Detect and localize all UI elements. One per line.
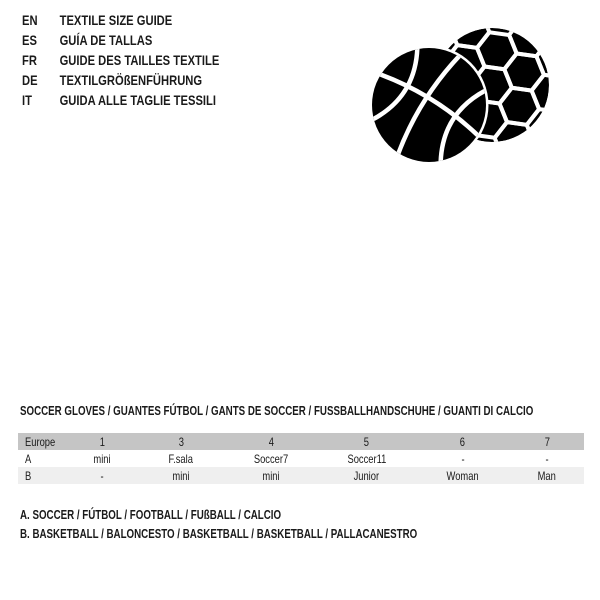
table-row-a — [18, 450, 584, 467]
language-code: ES — [22, 32, 37, 48]
table-header-row — [18, 433, 584, 450]
header-cell-size: 5 — [318, 433, 415, 450]
header-cell-region: Europe — [18, 433, 66, 450]
header-cell-size: 4 — [224, 433, 318, 450]
language-label: TEXTILE SIZE GUIDE — [59, 12, 173, 28]
language-code: EN — [22, 12, 38, 28]
table-title: SOCCER GLOVES / GUANTES FÚTBOL / GANTS DE SOCCER / FUSSBALLHANDSCHUHE / GUANTI DI CALCIO — [20, 403, 534, 418]
size-cell: Woman — [415, 467, 510, 484]
language-label: TEXTILGRÖßENFÜHRUNG — [59, 72, 203, 88]
row-label-cell: B — [18, 467, 66, 484]
row-label-cell: A — [25, 451, 32, 466]
header-cell-size: 3 — [138, 433, 224, 450]
language-list — [22, 10, 269, 110]
size-cell: Man — [510, 467, 584, 484]
size-table — [18, 433, 584, 484]
language-label: GUÍA DE TALLAS — [59, 32, 153, 48]
language-row-en — [22, 10, 219, 30]
footnote-b: B. BASKETBALL / BALONCESTO / BASKETBALL / BASKETBALL / PALLACANESTRO — [20, 526, 418, 541]
size-cell: - — [545, 451, 549, 466]
language-row-it — [22, 90, 219, 110]
header-cell-size: 1 — [66, 433, 138, 450]
language-code: DE — [22, 72, 38, 88]
header-cell-size: 7 — [510, 433, 584, 450]
language-code: IT — [22, 92, 32, 108]
language-row-fr — [22, 50, 219, 70]
size-cell: Soccer11 — [347, 451, 386, 466]
size-cell: mini — [138, 467, 224, 484]
language-label: GUIDA ALLE TAGLIE TESSILI — [59, 92, 216, 108]
footnote-a: A. SOCCER / FÚTBOL / FOOTBALL / FUßBALL / CALCIO — [20, 507, 282, 522]
balls-illustration — [365, 13, 565, 178]
footnotes — [20, 505, 550, 543]
language-label: GUIDE DES TAILLES TEXTILE — [59, 52, 220, 68]
size-cell: mini — [224, 467, 318, 484]
language-row-de — [22, 70, 219, 90]
size-cell: F.sala — [168, 451, 194, 466]
language-code: FR — [22, 52, 37, 68]
size-cell: - — [460, 451, 465, 466]
table-row-b — [18, 467, 584, 484]
size-cell: Junior — [318, 467, 415, 484]
size-cell: Soccer7 — [253, 451, 289, 466]
size-cell: mini — [93, 451, 111, 466]
header-cell-size: 6 — [415, 433, 510, 450]
language-row-es — [22, 30, 219, 50]
size-cell: - — [66, 467, 138, 484]
